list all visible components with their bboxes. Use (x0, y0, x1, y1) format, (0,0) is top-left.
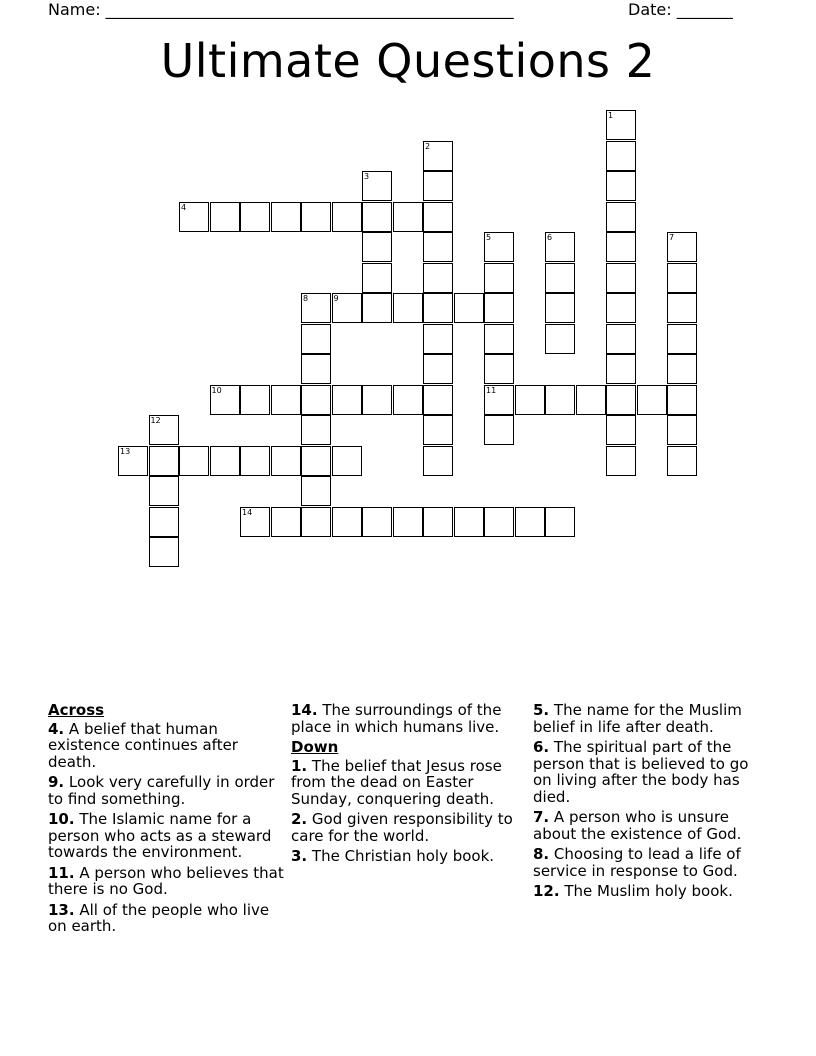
grid-cell[interactable] (454, 293, 484, 323)
grid-cell[interactable] (332, 293, 362, 323)
grid-cell[interactable] (606, 232, 636, 262)
clue-across-13: 13. All of the people who live on earth. (48, 900, 270, 935)
grid-cell[interactable] (545, 507, 575, 537)
clue-across-4: 4. A belief that human existence continues after death. (48, 719, 238, 771)
grid-cell[interactable] (149, 507, 179, 537)
grid-cell[interactable] (149, 537, 179, 567)
grid-cell[interactable] (515, 385, 545, 415)
page-title: Ultimate Questions 2 (160, 34, 656, 88)
clue-number: 13 (120, 446, 131, 456)
date-field-label: Date: _______ (628, 0, 733, 19)
grid-cell[interactable] (423, 202, 453, 232)
grid-cell[interactable] (606, 171, 636, 201)
grid-cell[interactable] (240, 446, 270, 476)
grid-cell[interactable] (332, 507, 362, 537)
grid-cell[interactable] (423, 141, 453, 171)
grid-cell[interactable] (423, 415, 453, 445)
grid-cell[interactable] (240, 507, 270, 537)
clue-across-10: 10. The Islamic name for a person who acts as a steward towards the environment. (48, 810, 272, 861)
clue-number: 8 (303, 294, 309, 303)
grid-cell[interactable] (606, 446, 636, 476)
clue-down-5: 5. The name for the Muslim belief in life after death. (533, 701, 742, 736)
clues-column-2 (291, 702, 529, 869)
clue-number: 9 (333, 294, 339, 303)
grid-cell[interactable] (545, 324, 575, 354)
grid-cell[interactable] (362, 507, 392, 537)
grid-cell[interactable] (393, 202, 423, 232)
grid-cell[interactable] (362, 293, 392, 323)
clues-column-1 (48, 702, 286, 939)
grid-cell[interactable] (362, 385, 392, 415)
grid-cell[interactable] (271, 446, 301, 476)
grid-cell[interactable] (484, 415, 514, 445)
grid-cell[interactable] (393, 293, 423, 323)
grid-cell[interactable] (271, 507, 301, 537)
clues-column-3 (533, 702, 771, 904)
clue-down-12: 12. The Muslim holy book. (533, 882, 733, 900)
grid-cell[interactable] (362, 171, 392, 201)
grid-cell[interactable] (484, 293, 514, 323)
grid-cell[interactable] (362, 232, 392, 262)
grid-cell[interactable] (271, 385, 301, 415)
grid-cell[interactable] (423, 354, 453, 384)
grid-cell[interactable] (545, 232, 575, 262)
grid-cell[interactable] (423, 232, 453, 262)
clue-number: 7 (669, 233, 675, 242)
grid-cell[interactable] (515, 507, 545, 537)
grid-cell[interactable] (179, 202, 209, 232)
clue-across-14: 14. The surroundings of the place in which humans live. (291, 701, 502, 736)
grid-cell[interactable] (301, 415, 331, 445)
grid-cell[interactable] (271, 202, 301, 232)
grid-cell[interactable] (393, 385, 423, 415)
clue-across-9: 9. Look very carefully in order to find something. (48, 773, 275, 808)
grid-cell[interactable] (423, 446, 453, 476)
grid-cell[interactable] (240, 202, 270, 232)
grid-cell[interactable] (210, 446, 240, 476)
clue-down-1: 1. The belief that Jesus rose from the dead on Easter Sunday, conquering death. (291, 756, 502, 808)
grid-cell[interactable] (240, 385, 270, 415)
grid-cell[interactable] (362, 202, 392, 232)
grid-cell[interactable] (667, 324, 697, 354)
grid-cell[interactable] (667, 385, 697, 415)
grid-cell[interactable] (423, 507, 453, 537)
grid-cell[interactable] (484, 507, 514, 537)
clue-down-3: 3. The Christian holy book. (291, 847, 495, 865)
grid-cell[interactable] (637, 385, 667, 415)
grid-cell[interactable] (301, 202, 331, 232)
clue-number: 4 (181, 202, 187, 212)
grid-cell[interactable] (301, 324, 331, 354)
grid-cell[interactable] (301, 446, 331, 476)
name-field-label: Name: ___________________________________________________ (48, 0, 514, 19)
clue-across-11: 11. A person who believes that there is no God. (48, 863, 284, 898)
grid-cell[interactable] (545, 385, 575, 415)
grid-cell[interactable] (149, 446, 179, 476)
grid-cell[interactable] (484, 232, 514, 262)
grid-cell[interactable] (423, 385, 453, 415)
grid-cell[interactable] (301, 476, 331, 506)
grid-cell[interactable] (667, 232, 697, 262)
grid-cell[interactable] (606, 202, 636, 232)
grid-cell[interactable] (301, 354, 331, 384)
grid-cell[interactable] (545, 293, 575, 323)
clue-number: 1 (608, 111, 614, 120)
grid-cell[interactable] (667, 263, 697, 293)
grid-cell[interactable] (149, 415, 179, 445)
clue-down-8: 8. Choosing to lead a life of service in response to God. (533, 845, 741, 880)
clue-number: 2 (425, 141, 431, 151)
grid-cell[interactable] (667, 415, 697, 445)
grid-cell[interactable] (423, 263, 453, 293)
grid-cell[interactable] (606, 354, 636, 384)
clue-number: 6 (547, 233, 553, 242)
grid-cell[interactable] (484, 263, 514, 293)
grid-cell[interactable] (362, 263, 392, 293)
grid-cell[interactable] (606, 141, 636, 171)
grid-cell[interactable] (332, 446, 362, 476)
grid-cell[interactable] (576, 385, 606, 415)
clue-number: 5 (486, 233, 492, 242)
clue-number: 10 (211, 385, 222, 395)
grid-cell[interactable] (484, 385, 514, 415)
grid-cell[interactable] (149, 476, 179, 506)
grid-cell[interactable] (606, 263, 636, 293)
grid-cell[interactable] (301, 385, 331, 415)
clue-number: 3 (364, 172, 370, 181)
grid-cell[interactable] (606, 385, 636, 415)
grid-cell[interactable] (484, 324, 514, 354)
grid-cell[interactable] (423, 324, 453, 354)
clue-down-7: 7. A person who is unsure about the existence of God. (533, 808, 742, 843)
grid-cell[interactable] (118, 446, 148, 476)
grid-cell[interactable] (667, 354, 697, 384)
grid-cell[interactable] (301, 507, 331, 537)
grid-cell[interactable] (179, 446, 209, 476)
grid-cell[interactable] (301, 293, 331, 323)
grid-cell[interactable] (606, 110, 636, 140)
grid-cell[interactable] (545, 263, 575, 293)
grid-cell[interactable] (606, 324, 636, 354)
grid-cell[interactable] (484, 354, 514, 384)
grid-cell[interactable] (393, 507, 423, 537)
grid-cell[interactable] (423, 293, 453, 323)
down-heading: Down (291, 738, 339, 756)
across-heading: Across (48, 701, 105, 719)
grid-cell[interactable] (423, 171, 453, 201)
grid-cell[interactable] (332, 202, 362, 232)
grid-cell[interactable] (332, 385, 362, 415)
grid-cell[interactable] (667, 293, 697, 323)
grid-cell[interactable] (606, 293, 636, 323)
grid-cell[interactable] (210, 385, 240, 415)
grid-cell[interactable] (454, 507, 484, 537)
clue-number: 11 (486, 385, 497, 395)
clue-down-6: 6. The spiritual part of the person that is believed to go on living after the body has died. (533, 738, 749, 806)
clue-number: 12 (150, 416, 161, 425)
grid-cell[interactable] (210, 202, 240, 232)
clue-down-2: 2. God given responsibility to care for the world. (291, 810, 513, 845)
clue-number: 14 (242, 507, 253, 517)
grid-cell[interactable] (606, 415, 636, 445)
grid-cell[interactable] (667, 446, 697, 476)
